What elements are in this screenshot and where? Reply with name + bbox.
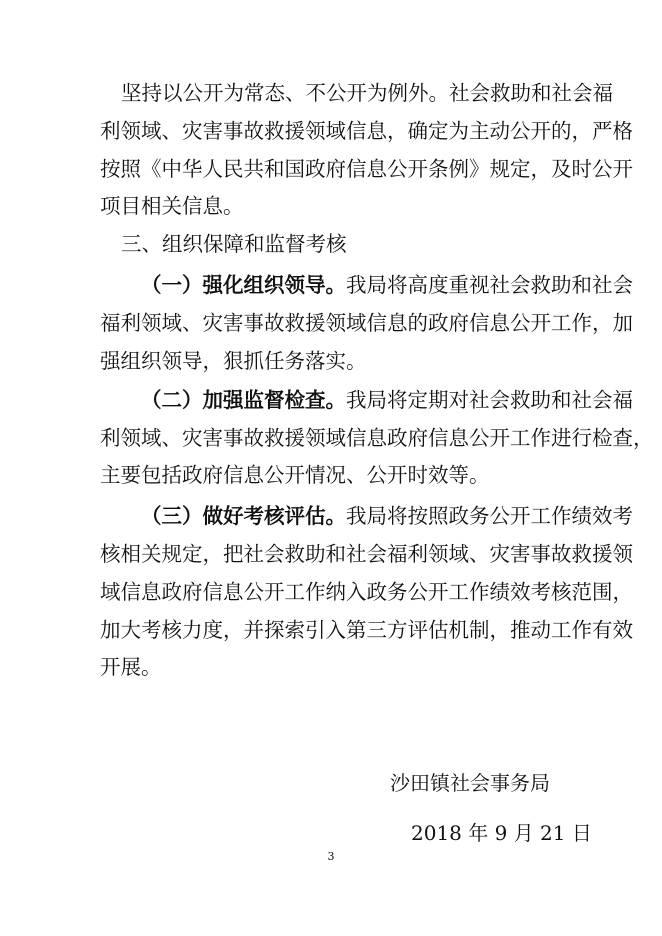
item-title: （三）做好考核评估。 <box>141 504 346 528</box>
section-heading: 三、组织保障和监督考核 <box>121 232 347 256</box>
item-text: 我局将定期对社会救助和社会福 <box>346 388 633 412</box>
text-line <box>141 497 633 535</box>
item-title: （二）加强监督检查。 <box>141 388 346 412</box>
item-title: （一）强化组织领导。 <box>141 273 346 297</box>
text-line: 利领域、灾害事故救援领域信息，确定为主动公开的，严格 <box>100 119 633 143</box>
text-line <box>141 381 633 419</box>
item-text: 我局将高度重视社会救助和社会 <box>346 273 633 297</box>
text-line: 按照《中华人民共和国政府信息公开条例》规定，及时公开 <box>100 157 633 181</box>
text-line: 利领域、灾害事故救援领域信息政府信息公开工作进行检查， <box>100 426 654 450</box>
text-line: 坚持以公开为常态、不公开为例外。社会救助和社会福 <box>121 81 613 105</box>
text-line <box>141 266 633 304</box>
text-line: 福利领域、灾害事故救援领域信息的政府信息公开工作，加 <box>100 311 633 335</box>
signature-date: 2018 年 9 月 21 日 <box>411 821 592 845</box>
page-number: 3 <box>327 850 335 863</box>
text-line: 加大考核力度，并探索引入第三方评估机制，推动工作有效 <box>100 618 633 642</box>
text-line: 核相关规定，把社会救助和社会福利领域、灾害事故救援领 <box>100 542 633 566</box>
text-line: 强组织领导，狠抓任务落实。 <box>100 349 367 373</box>
text-line: 主要包括政府信息公开情况、公开时效等。 <box>100 463 490 487</box>
signature-organization: 沙田镇社会事务局 <box>390 771 550 795</box>
text-line: 开展。 <box>100 655 162 679</box>
item-text: 我局将按照政务公开工作绩效考 <box>346 504 633 528</box>
text-line: 域信息政府信息公开工作纳入政务公开工作绩效考核范围， <box>100 580 633 604</box>
text-line: 项目相关信息。 <box>100 194 244 218</box>
